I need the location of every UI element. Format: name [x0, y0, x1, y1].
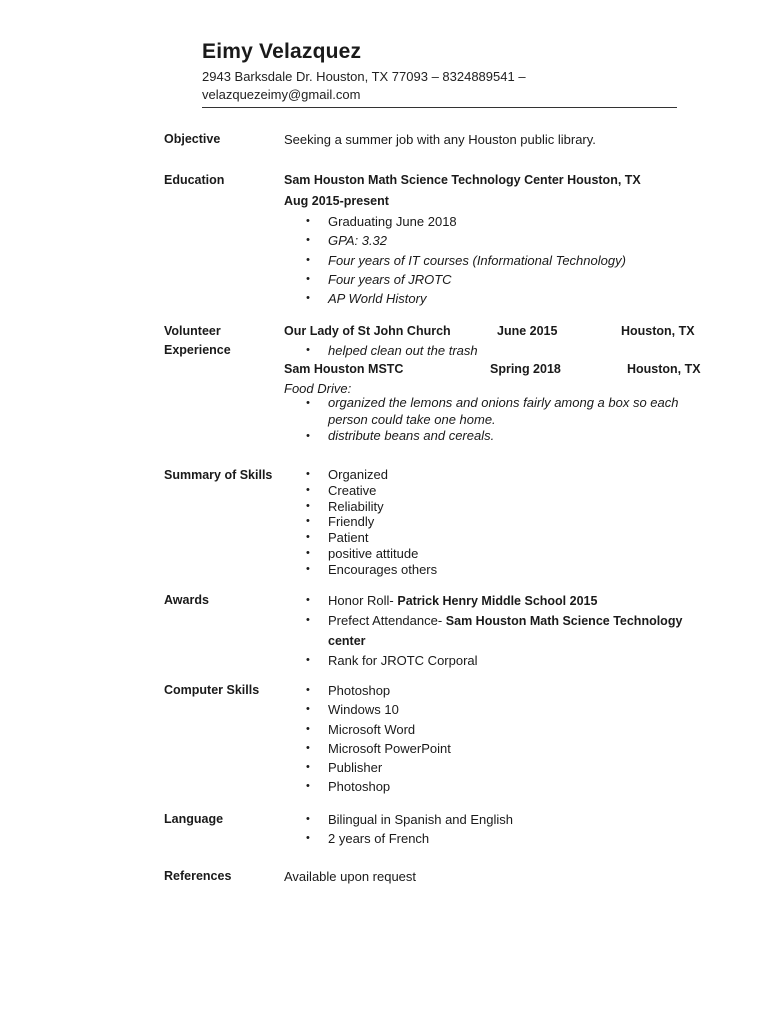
bullet-icon: • — [306, 468, 310, 480]
list-item: • Honor Roll- Patrick Henry Middle School 2015 — [306, 593, 598, 608]
education-dates: Aug 2015-present — [284, 194, 389, 208]
list-item: • Four years of IT courses (Informational Technology) — [300, 251, 626, 270]
volunteer-list-2 — [300, 395, 710, 445]
list-item: • Photoshop — [300, 777, 451, 796]
volunteer-label: Volunteer Experience — [164, 324, 231, 357]
references-text: Available upon request — [284, 869, 417, 884]
bullet-icon: • — [306, 499, 310, 512]
volunteer-date: Spring 2018 — [490, 362, 561, 376]
list-item: • Reliability — [306, 498, 384, 514]
list-item: • Microsoft PowerPoint — [300, 739, 451, 758]
list-item: • Bilingual in Spanish and English — [300, 810, 513, 829]
bullet-icon: • — [306, 654, 310, 666]
list-item: • positive attitude — [306, 545, 419, 561]
education-list — [300, 212, 626, 308]
bullet-icon: • — [306, 832, 310, 845]
list-item: • Encourages others — [306, 561, 438, 577]
list-item: • Microsoft Word — [300, 720, 451, 739]
volunteer-list-1 — [300, 341, 478, 360]
list-item: • Graduating June 2018 — [300, 212, 626, 231]
education-school: Sam Houston Math Science Technology Center Houston, TX — [284, 173, 641, 187]
email-address: velazquezeimy@gmail.com — [202, 87, 361, 102]
list-item: • Organized — [306, 467, 388, 482]
bullet-icon: • — [306, 344, 310, 356]
bullet-icon: • — [306, 780, 310, 793]
language-list — [300, 810, 513, 849]
bullet-icon: • — [306, 813, 310, 825]
volunteer-subtitle: Food Drive: — [284, 381, 352, 396]
bullet-icon: • — [306, 722, 310, 735]
address-line: 2943 Barksdale Dr. Houston, TX 77093 – 8324889541 – — [202, 69, 526, 84]
bullet-icon: • — [306, 292, 310, 305]
bullet-icon: • — [306, 703, 310, 716]
volunteer-org: Our Lady of St John Church — [284, 324, 451, 338]
language-label: Language — [164, 812, 224, 826]
list-item: • Four years of JROTC — [300, 270, 626, 289]
header-divider — [202, 107, 677, 108]
bullet-icon: • — [306, 234, 310, 247]
objective-text: Seeking a summer job with any Houston public library. — [284, 132, 596, 147]
volunteer-org: Sam Houston MSTC — [284, 362, 404, 376]
bullet-icon: • — [306, 515, 310, 528]
bullet-icon: • — [306, 562, 310, 575]
references-label: References — [164, 869, 232, 883]
list-item: • Friendly — [306, 514, 375, 530]
list-item: • AP World History — [300, 289, 626, 308]
candidate-name: Eimy Velazquez — [202, 40, 362, 63]
bullet-icon: • — [306, 594, 310, 606]
list-item: • Prefect Attendance- Sam Houston Math Science Technology center — [306, 613, 683, 648]
awards-label: Awards — [164, 593, 209, 607]
list-item: • Creative — [306, 482, 377, 498]
volunteer-location: Houston, TX — [627, 362, 701, 376]
computer-skills-list — [300, 681, 451, 797]
bullet-icon: • — [306, 483, 310, 496]
bullet-icon: • — [306, 761, 310, 774]
bullet-icon: • — [306, 684, 310, 696]
list-item: • Publisher — [300, 758, 451, 777]
list-item: • helped clean out the trash — [300, 341, 478, 360]
bullet-icon: • — [306, 546, 310, 559]
list-item: • distribute beans and cereals. — [306, 428, 495, 443]
bullet-icon: • — [306, 215, 310, 227]
volunteer-location: Houston, TX — [621, 324, 695, 338]
list-item: • Photoshop — [300, 681, 451, 700]
bullet-icon: • — [306, 397, 310, 409]
volunteer-date: June 2015 — [497, 324, 558, 338]
list-item: • 2 years of French — [300, 829, 513, 848]
bullet-icon: • — [306, 272, 310, 285]
bullet-icon: • — [306, 614, 310, 626]
list-item: • Rank for JROTC Corporal — [306, 653, 478, 668]
list-item: • Patient — [306, 530, 369, 546]
list-item: • Windows 10 — [300, 700, 451, 719]
computer-skills-label: Computer Skills — [164, 683, 260, 697]
awards-list — [300, 591, 710, 670]
bullet-icon: • — [306, 531, 310, 544]
bullet-icon: • — [306, 741, 310, 754]
skills-list — [300, 467, 437, 578]
education-label: Education — [164, 173, 225, 187]
contact-info — [202, 68, 672, 104]
bullet-icon: • — [306, 430, 310, 442]
skills-label: Summary of Skills — [164, 468, 273, 482]
bullet-icon: • — [306, 253, 310, 266]
list-item: • organized the lemons and onions fairly among a box so each person could take one home. — [306, 395, 679, 427]
objective-label: Objective — [164, 132, 221, 146]
list-item: • GPA: 3.32 — [300, 231, 626, 250]
